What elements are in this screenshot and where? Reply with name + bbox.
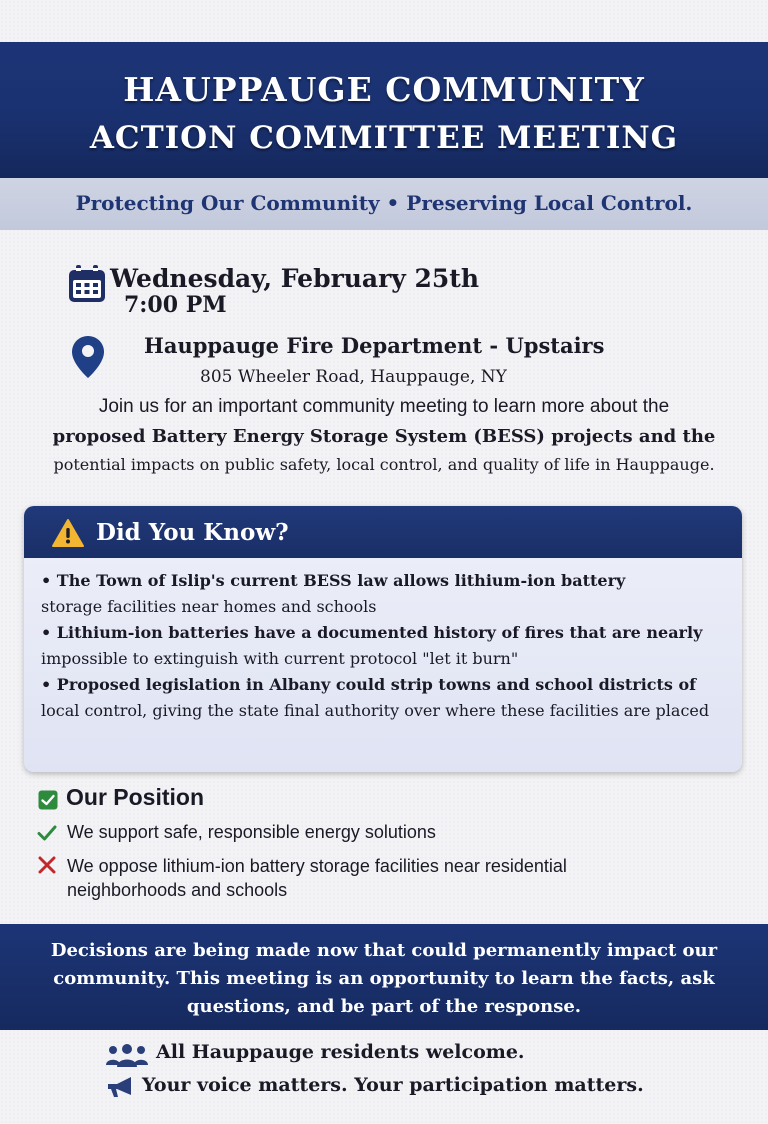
calendar-icon	[67, 264, 107, 304]
did-you-know-header	[24, 506, 742, 558]
did-you-know-title: Did You Know?	[96, 519, 289, 546]
position-oppose: We oppose lithium-ion battery storage facilities near residential neighborhoods and schools	[67, 856, 567, 900]
warning-icon	[51, 518, 85, 548]
welcome-text: All Hauppauge residents welcome.	[156, 1041, 525, 1063]
voice-text: Your voice matters. Your participation matters.	[142, 1074, 644, 1096]
check-box-icon	[38, 790, 58, 810]
did-you-know-card	[24, 506, 742, 772]
event-venue: Hauppauge Fire Department - Upstairs	[144, 333, 605, 358]
page-title-line-2: ACTION COMMITTEE MEETING	[89, 120, 679, 156]
check-icon	[37, 823, 57, 843]
tagline: Protecting Our Community • Preserving Local Control.	[75, 191, 693, 215]
intro-line-3: potential impacts on public safety, local control, and quality of life in Hauppauge.	[53, 455, 715, 474]
position-title: Our Position	[66, 784, 204, 810]
did-you-know-list	[41, 568, 733, 724]
list-item: • The Town of Islip's current BESS law allows lithium-ion battery storage facilities near homes and schools	[41, 571, 626, 616]
header-banner	[0, 42, 768, 178]
list-item: • Lithium-ion batteries have a documented history of fires that are nearly impossible to extinguish with current protocol "let it burn"	[41, 623, 703, 668]
intro-line-1: Join us for an important community meeting to learn more about the	[98, 396, 670, 417]
event-date: Wednesday, February 25th	[110, 264, 480, 293]
footer-message: Decisions are being made now that could permanently impact our community. This meeting is an opportunity to learn the facts, ask questions, and be part of the response.	[50, 940, 718, 1017]
people-icon	[104, 1043, 150, 1067]
position-support: We support safe, responsible energy solutions	[67, 822, 436, 842]
list-item: • Proposed legislation in Albany could strip towns and school districts of local control, giving the state final authority over where these facilities are placed	[41, 675, 710, 720]
page-title-line-1: HAUPPAUGE COMMUNITY	[123, 70, 645, 109]
x-icon	[38, 856, 56, 874]
intro-line-2: proposed Battery Energy Storage System (BESS) projects and the	[52, 426, 716, 447]
map-pin-icon	[70, 334, 106, 380]
megaphone-icon	[104, 1075, 136, 1099]
event-time: 7:00 PM	[124, 292, 227, 318]
event-address: 805 Wheeler Road, Hauppauge, NY	[200, 367, 507, 387]
